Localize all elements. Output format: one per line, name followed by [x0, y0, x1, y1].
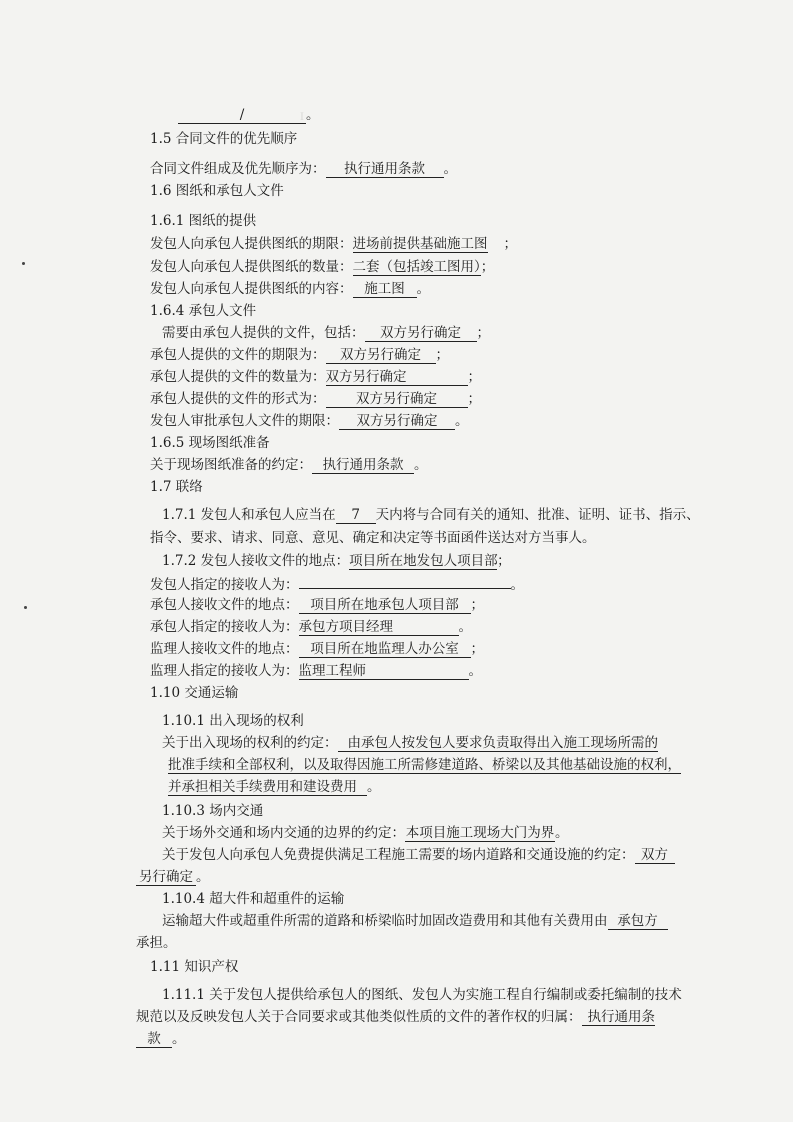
clause-label: 发包人向承包人提供图纸的内容：	[150, 281, 353, 297]
filled-value: 双方另行确定	[365, 326, 477, 342]
heading-1-6-4: 1.6.4 承包人文件	[150, 303, 257, 319]
filled-value: 本项目施工现场大门为界	[405, 825, 555, 841]
clause-1-11-1-line1: 1.11.1 关于发包人提供给承包人的图纸、发包人为实施工程自行编制或委托编制的技术	[162, 987, 682, 1003]
filled-value: 进场前提供基础施工图	[352, 236, 488, 252]
clause-end: ；	[497, 553, 511, 569]
filled-value: 执行通用条款	[312, 458, 414, 474]
heading-1-6: 1.6 图纸和承包人文件	[150, 183, 284, 199]
clause-label: 承包人提供的文件的数量为：	[150, 369, 326, 385]
heading-1-11: 1.11 知识产权	[150, 959, 239, 975]
clause-end: 。	[555, 825, 569, 841]
clause-end: 。	[443, 161, 457, 177]
period: 。	[306, 107, 320, 123]
prev-clause-blank	[178, 108, 306, 124]
clause-label: 监理人指定的接收人为：	[150, 663, 299, 679]
clause-1-11-1-line3	[136, 1030, 186, 1048]
clause-label: 承包人接收文件的地点：	[150, 597, 299, 613]
clause-1-10-4-line2: 承担。	[136, 935, 177, 951]
contract-page: Ⅰ / 。 1.5 合同文件的优先顺序 合同文件组成及优先顺序为： 执行通用条款 。 1.6 图纸和承包人文件 1.6.1 图纸的提供 发包人向承包人提供图纸的期限：进场前提供基础施工图 ； 发包人向承包人提供图纸的数量：二套（包括竣工图用）； 发包人向承包人提供图纸的内容： 施工图 。 1.6.4 承包人文件 需要由承包人提供的文件，包括： 双方另行确定 ； 承包人提供的文件的期限为： 双方另行确定 ； 承包人提供的文件的数量为：双方另行确定 ； 承包人提供的文件的形式为： 双方另行确定 ； 发包人审批承包人文件的期限： 双方另行确定 。 1.6.5 现场图纸准备 关于现场图纸准备的约定： 执行通用条款 。 1.7 联络 1.7.1 发包人和承包人应当在 7 天内将与合同有关的通知、批准、证明、证书、指示、 指令、要求、请求、同意、意见、确定和决定等书面函件送达对方当事人。 1.7.2 发包人接收文件的地点：项目所在地发包人项目部； 发包人指定的接收人为： 。 承包人接收文件的地点： 项目所在地承包人项目部 ； 承包人指定的接收人为：承包方项目经理 。 监理人接收文件的地点： 项目所在地监理人办公室 ； 监理人指定的接收人为：监理工程师 。 1.10 交通运输 1.10.1 出入现场的权利 关于出入现场的权利的约定： 由承包人按发包人要求负责取得出入施工现场所需的 批准手续和全部权利，以及取得因施工所需修建道路、桥梁以及其他基础设施的权利， 并承担相关手续费用和建设费用 。 1.10.3 场内交通 关于场外交通和场内交通的边界的约定：本项目施工现场大门为界。 关于发包人向承包人免费提供满足工程施工需要的场内道路和交通设施的约定： 双方 另行确定 。 1.10.4 超大件和超重件的运输 运输超大件或超重件所需的道路和桥梁临时加固改造费用和其他有关费用由 承包方 承担。 1.11 知识产权 1.11.1 关于发包人提供给承包人的图纸、发包人为实施工程自行编制或委托编制的技术 规范以及反映发包人关于合同要求或其他类似性质的文件的著作权的归属： 执行通用条 款 。	[0, 0, 793, 1122]
margin-speck	[22, 262, 25, 265]
heading-1-6-5: 1.6.5 现场图纸准备	[150, 435, 270, 451]
heading-1-10-1: 1.10.1 出入现场的权利	[162, 713, 304, 729]
filled-value: 由承包人按发包人要求负责取得出入施工现场所需的	[338, 735, 659, 752]
clause-text: 天内将与合同有关的通知、批准、证明、证书、指示、	[375, 507, 700, 523]
clause-label: 1.7.2 发包人接收文件的地点：	[162, 553, 350, 569]
heading-1-7: 1.7 联络	[150, 479, 203, 495]
clause-label: 监理人接收文件的地点：	[150, 641, 299, 657]
clause-1-10-1-line2	[168, 756, 681, 774]
filled-value: 项目所在地发包人项目部	[349, 553, 498, 569]
clause-1-7-2-employer-address	[162, 552, 511, 570]
prev-clause-tail	[178, 106, 320, 124]
filled-value: 双方另行确定	[326, 348, 436, 364]
clause-end: 。	[367, 779, 381, 795]
clause-1-7-2-supervisor-address	[150, 640, 484, 658]
clause-end: 。	[458, 619, 472, 635]
clause-end: 。	[416, 281, 430, 297]
clause-end: 。	[414, 457, 428, 473]
clause-1-6-4-deadline	[150, 346, 449, 364]
clause-1-6-4-docs	[162, 324, 490, 342]
clause-end: 。	[172, 1031, 186, 1047]
clause-label: 发包人向承包人提供图纸的期限：	[150, 236, 353, 252]
clause-end: 。	[455, 413, 469, 429]
clause-1-7-2-supervisor-receiver	[150, 662, 482, 680]
clause-label: 规范以及反映发包人关于合同要求或其他类似性质的文件的著作权的归属：	[136, 1009, 582, 1025]
clause-end: ；	[476, 325, 490, 341]
heading-1-10: 1.10 交通运输	[150, 685, 239, 701]
clause-1-6-5	[150, 456, 428, 474]
clause-label: 关于现场图纸准备的约定：	[150, 457, 312, 473]
clause-label: 1.7.1 发包人和承包人应当在	[162, 507, 336, 523]
filled-value: 双方	[635, 848, 675, 864]
filled-value: 执行通用条	[582, 1009, 656, 1026]
filled-value: 承包方项目经理	[299, 620, 459, 636]
clause-end: ；	[480, 259, 495, 275]
heading-1-10-4: 1.10.4 超大件和超重件的运输	[162, 891, 345, 907]
filled-value: 双方另行确定	[339, 414, 455, 430]
heading-1-5: 1.5 合同文件的优先顺序	[150, 131, 298, 147]
clause-label: 承包人提供的文件的形式为：	[150, 391, 326, 407]
filled-value: 批准手续和全部权利，以及取得因施工所需修建道路、桥梁以及其他基础设施的权利，	[168, 757, 681, 773]
clause-end: 。	[468, 663, 482, 679]
filled-value: 项目所在地承包人项目部	[299, 598, 471, 614]
clause-1-7-2-contractor-address	[150, 596, 484, 614]
heading-1-6-1: 1.6.1 图纸的提供	[150, 213, 257, 229]
filled-value: 并承担相关手续费用和建设费用	[168, 779, 367, 796]
clause-label: 承包人提供的文件的期限为：	[150, 347, 326, 363]
clause-1-10-3-roads-line2	[136, 868, 210, 886]
clause-label: 关于出入现场的权利的约定：	[162, 735, 338, 751]
clause-end: 。	[196, 869, 210, 885]
clause-label: 发包人审批承包人文件的期限：	[150, 413, 339, 429]
clause-end: ；	[467, 391, 481, 407]
clause-1-6-1-quantity	[150, 258, 494, 276]
clause-label: 发包人指定的接收人为：	[150, 577, 299, 593]
clause-label: 发包人向承包人提供图纸的数量：	[150, 259, 353, 275]
clause-1-6-4-approval	[150, 412, 469, 430]
clause-end: ；	[435, 347, 449, 363]
clause-1-7-2-employer-receiver	[150, 574, 524, 594]
slash-mark: /	[239, 107, 245, 123]
clause-label: 运输超大件或超重件所需的道路和桥梁临时加固改造费用和其他有关费用由	[162, 913, 608, 929]
clause-end: 。	[510, 577, 524, 593]
filled-value: 承包方	[608, 914, 668, 930]
clause-1-10-1-line1	[162, 734, 658, 752]
filled-value-days: 7	[336, 508, 376, 524]
clause-label: 关于场外交通和场内交通的边界的约定：	[162, 825, 405, 841]
filled-value: 款	[136, 1032, 172, 1048]
clause-1-7-2-contractor-receiver	[150, 618, 472, 636]
clause-end: ；	[470, 597, 484, 613]
clause-1-10-4-line1	[162, 912, 668, 930]
filled-value: 双方另行确定	[326, 392, 468, 408]
clause-1-6-4-form	[150, 390, 481, 408]
clause-1-6-4-quantity	[150, 368, 481, 386]
filled-value: 项目所在地监理人办公室	[299, 642, 471, 658]
clause-1-7-1-line1	[162, 506, 700, 524]
filled-value: 执行通用条款	[326, 162, 444, 178]
filled-value: 二套（包括竣工图用）	[352, 259, 481, 275]
margin-speck	[24, 606, 27, 609]
clause-1-7-1-line2: 指令、要求、请求、同意、意见、确定和决定等书面函件送达对方当事人。	[150, 530, 596, 546]
empty-blank	[299, 574, 511, 589]
clause-1-11-1-line2	[136, 1008, 655, 1026]
filled-value: 双方另行确定	[326, 370, 468, 386]
clause-end: ；	[470, 641, 484, 657]
clause-1-10-3-roads-line1	[162, 846, 675, 864]
filled-value: 监理工程师	[299, 664, 469, 680]
filled-value: 另行确定	[136, 870, 196, 886]
filled-value: 施工图	[353, 282, 417, 298]
clause-label: 承包人指定的接收人为：	[150, 619, 299, 635]
clause-1-6-1-content	[150, 280, 430, 298]
clause-1-5	[150, 160, 457, 178]
clause-label: 合同文件组成及优先顺序为：	[150, 161, 326, 177]
clause-1-6-1-deadline	[150, 235, 517, 253]
clause-1-10-3-boundary	[162, 824, 569, 842]
clause-end: ；	[503, 236, 517, 252]
clause-1-10-1-line3	[168, 778, 381, 796]
clause-end: ；	[467, 369, 481, 385]
clause-label: 关于发包人向承包人免费提供满足工程施工需要的场内道路和交通设施的约定：	[162, 847, 635, 863]
clause-label: 需要由承包人提供的文件，包括：	[162, 325, 365, 341]
heading-1-10-3: 1.10.3 场内交通	[162, 803, 264, 819]
